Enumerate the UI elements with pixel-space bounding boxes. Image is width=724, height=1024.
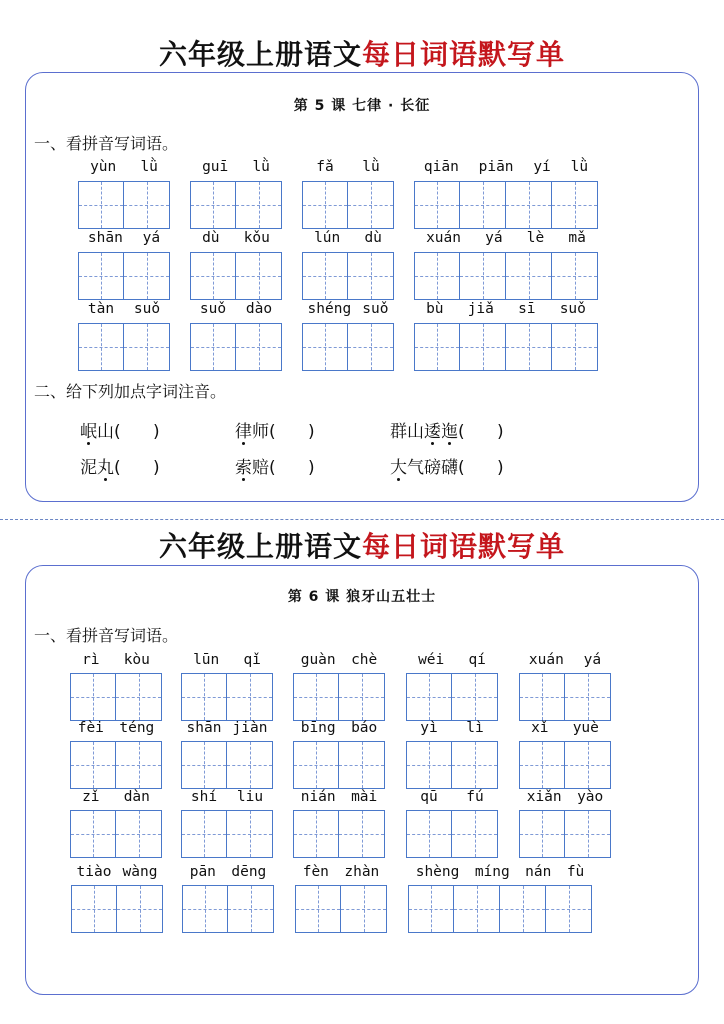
tianzige-cell[interactable] (338, 674, 384, 720)
pinyin-label (70, 652, 162, 668)
sheet2-lesson-title: 第 6 课 狼牙山五壮士 (287, 589, 437, 605)
pinyin-label (519, 720, 611, 736)
zhuyin-item (80, 453, 160, 478)
writing-grid[interactable] (181, 673, 273, 721)
pinyin-syllable: chè (351, 652, 378, 668)
tianzige-cell[interactable] (235, 253, 281, 299)
pinyin-syllable: fèn (302, 864, 329, 880)
dotted-character: 迤 (441, 417, 458, 442)
writing-grid[interactable] (71, 885, 163, 933)
zhuyin-item (235, 453, 315, 478)
pinyin-syllable: dàn (123, 789, 150, 805)
writing-grid[interactable] (414, 323, 598, 371)
pinyin-syllable: shān (87, 230, 123, 246)
pinyin-label (190, 301, 282, 317)
pinyin-syllable: xǐ (531, 720, 549, 736)
pinyin-label (302, 159, 394, 175)
pinyin-label (519, 789, 611, 805)
tianzige-cell[interactable] (226, 742, 272, 788)
answer-blank[interactable]: ( ) (114, 422, 160, 442)
pinyin-syllable: qí (468, 652, 486, 668)
tianzige-cell[interactable] (409, 886, 453, 932)
pinyin-syllable: yì (420, 720, 438, 736)
zhuyin-item (390, 417, 504, 442)
pinyin-word (519, 789, 611, 858)
tianzige-cell[interactable] (407, 742, 451, 788)
tianzige-cell[interactable] (226, 674, 272, 720)
pinyin-label (293, 652, 385, 668)
pinyin-word (414, 301, 598, 371)
writing-grid[interactable] (414, 252, 598, 300)
pinyin-word (519, 720, 611, 789)
tianzige-cell[interactable] (116, 886, 162, 932)
writing-grid[interactable] (70, 810, 162, 858)
writing-grid[interactable] (70, 741, 162, 789)
writing-grid[interactable] (182, 885, 274, 933)
pinyin-label (406, 720, 498, 736)
pinyin-syllable: lǜ (252, 159, 270, 175)
tianzige-cell[interactable] (71, 742, 115, 788)
tianzige-cell[interactable] (191, 182, 235, 228)
sheet-divider (0, 519, 724, 520)
pinyin-word (302, 230, 394, 300)
writing-grid[interactable] (519, 810, 611, 858)
tianzige-cell[interactable] (499, 886, 545, 932)
pinyin-syllable: bīng (300, 720, 336, 736)
sheet1-title-main: 六年级上册语文 (158, 38, 362, 71)
writing-grid[interactable] (302, 252, 394, 300)
dotted-character: 逶 (424, 417, 441, 442)
pinyin-syllable: lì (466, 720, 484, 736)
tianzige-cell[interactable] (451, 674, 497, 720)
writing-grid[interactable] (293, 810, 385, 858)
tianzige-cell[interactable] (182, 674, 226, 720)
tianzige-cell[interactable] (564, 742, 610, 788)
pinyin-word (190, 230, 282, 300)
tianzige-cell[interactable] (123, 253, 169, 299)
pinyin-word (182, 864, 274, 933)
tianzige-cell[interactable] (191, 253, 235, 299)
pinyin-syllable: bù (426, 301, 444, 317)
pinyin-syllable: wàng (122, 864, 158, 880)
pinyin-label (414, 159, 598, 175)
tianzige-cell[interactable] (564, 674, 610, 720)
pinyin-syllable: míng (474, 864, 510, 880)
pinyin-syllable: pān (189, 864, 216, 880)
writing-grid[interactable] (295, 885, 387, 933)
pinyin-label (293, 789, 385, 805)
writing-grid[interactable] (302, 181, 394, 229)
tianzige-cell[interactable] (551, 182, 597, 228)
pinyin-syllable: suǒ (559, 301, 586, 317)
tianzige-cell[interactable] (235, 182, 281, 228)
sheet1-title-highlight: 每日词语默写单 (362, 38, 566, 71)
pinyin-syllable: dù (202, 230, 220, 246)
tianzige-cell[interactable] (303, 253, 347, 299)
tianzige-cell[interactable] (182, 742, 226, 788)
tianzige-cell[interactable] (227, 886, 273, 932)
pinyin-word (408, 864, 592, 933)
pinyin-label (78, 230, 170, 246)
pinyin-label (70, 720, 162, 736)
pinyin-syllable: mài (351, 789, 378, 805)
writing-grid[interactable] (78, 323, 170, 371)
pinyin-syllable: kòu (123, 652, 150, 668)
pinyin-word (78, 159, 170, 229)
pinyin-label (414, 301, 598, 317)
pinyin-syllable: dào (245, 301, 273, 317)
answer-blank[interactable]: ( ) (114, 458, 160, 478)
tianzige-cell[interactable] (182, 811, 226, 857)
pinyin-word (78, 301, 170, 371)
pinyin-syllable: lè (526, 230, 545, 246)
pinyin-word (71, 864, 163, 933)
tianzige-cell[interactable] (294, 811, 338, 857)
pinyin-syllable: yí (533, 159, 551, 175)
tianzige-cell[interactable] (407, 811, 451, 857)
pinyin-syllable: wéi (418, 652, 445, 668)
writing-grid[interactable] (70, 673, 162, 721)
tianzige-cell[interactable] (459, 324, 505, 370)
pinyin-syllable: jiǎ (467, 301, 494, 317)
tianzige-cell[interactable] (79, 253, 123, 299)
pinyin-syllable: lǜ (140, 159, 158, 175)
pinyin-syllable: lǜ (362, 159, 380, 175)
tianzige-cell[interactable] (226, 811, 272, 857)
dotted-character: 岷 (80, 417, 97, 442)
tianzige-cell[interactable] (459, 253, 505, 299)
zhuyin-item (390, 453, 504, 478)
dotted-character: 律 (235, 417, 252, 442)
tianzige-cell[interactable] (520, 674, 564, 720)
writing-grid[interactable] (190, 323, 282, 371)
tianzige-cell[interactable] (71, 674, 115, 720)
tianzige-cell[interactable] (505, 324, 551, 370)
pinyin-syllable: tàn (87, 301, 115, 317)
writing-grid[interactable] (519, 673, 611, 721)
pinyin-word (70, 652, 162, 721)
dotted-character: 丸 (97, 453, 114, 478)
tianzige-cell[interactable] (123, 324, 169, 370)
sheet1-section1-heading: 一、看拼音写词语。 (34, 134, 179, 153)
tianzige-cell[interactable] (415, 253, 459, 299)
sheet1-lesson-title: 第 5 课 七律 · 长征 (293, 98, 431, 114)
pinyin-syllable: suǒ (199, 301, 227, 317)
pinyin-label (295, 864, 387, 880)
pinyin-syllable: dù (364, 230, 382, 246)
word-text: 气磅礴 (407, 458, 458, 478)
pinyin-word (302, 301, 394, 371)
pinyin-syllable: téng (119, 720, 155, 736)
sheet1-title (0, 33, 724, 73)
tianzige-cell[interactable] (79, 182, 123, 228)
pinyin-syllable: zhàn (344, 864, 380, 880)
word-text: 山 (97, 422, 114, 442)
pinyin-label (181, 720, 273, 736)
writing-grid[interactable] (519, 741, 611, 789)
sheet2-title-highlight: 每日词语默写单 (362, 530, 566, 563)
pinyin-syllable: qǐ (243, 652, 261, 668)
pinyin-label (302, 230, 394, 246)
tianzige-cell[interactable] (545, 886, 591, 932)
pinyin-label (78, 301, 170, 317)
pinyin-word (181, 789, 273, 858)
pinyin-word (295, 864, 387, 933)
pinyin-label (406, 789, 498, 805)
tianzige-cell[interactable] (415, 324, 459, 370)
tianzige-cell[interactable] (303, 182, 347, 228)
pinyin-word (293, 720, 385, 789)
tianzige-cell[interactable] (72, 886, 116, 932)
pinyin-label (190, 230, 282, 246)
pinyin-syllable: suǒ (362, 301, 389, 317)
pinyin-word (181, 652, 273, 721)
writing-grid[interactable] (181, 810, 273, 858)
pinyin-word (190, 301, 282, 371)
answer-blank[interactable]: ( ) (458, 422, 504, 442)
pinyin-syllable: dēng (231, 864, 267, 880)
pinyin-label (71, 864, 163, 880)
writing-grid[interactable] (414, 181, 598, 229)
pinyin-label (414, 230, 598, 246)
writing-grid[interactable] (406, 810, 498, 858)
pinyin-syllable: fú (466, 789, 484, 805)
pinyin-syllable: shān (186, 720, 222, 736)
tianzige-cell[interactable] (123, 182, 169, 228)
pinyin-word (190, 159, 282, 229)
pinyin-syllable: qū (420, 789, 438, 805)
tianzige-cell[interactable] (415, 182, 459, 228)
word-text: 师 (252, 422, 269, 442)
pinyin-word (406, 789, 498, 858)
writing-grid[interactable] (190, 181, 282, 229)
pinyin-syllable: rì (82, 652, 100, 668)
pinyin-syllable: jiàn (232, 720, 268, 736)
sheet2-title-main: 六年级上册语文 (158, 530, 362, 563)
pinyin-syllable: shéng (307, 301, 352, 317)
tianzige-cell[interactable] (451, 742, 497, 788)
answer-blank[interactable]: ( ) (458, 458, 504, 478)
pinyin-word (414, 159, 598, 229)
pinyin-word (293, 789, 385, 858)
pinyin-syllable: guī (202, 159, 229, 175)
pinyin-syllable: mǎ (568, 230, 586, 246)
word-text: 赔 (252, 458, 269, 478)
tianzige-cell[interactable] (564, 811, 610, 857)
pinyin-syllable: qiān (423, 159, 459, 175)
pinyin-syllable: yá (142, 230, 161, 246)
tianzige-cell[interactable] (71, 811, 115, 857)
pinyin-syllable: yá (485, 230, 503, 246)
pinyin-word (302, 159, 394, 229)
pinyin-syllable: yuè (572, 720, 599, 736)
pinyin-syllable: fù (566, 864, 585, 880)
zhuyin-item (235, 417, 315, 442)
sheet2-title (0, 525, 724, 565)
pinyin-label (182, 864, 274, 880)
pinyin-label (519, 652, 611, 668)
tianzige-cell[interactable] (453, 886, 499, 932)
tianzige-cell[interactable] (505, 253, 551, 299)
pinyin-label (408, 864, 592, 880)
pinyin-word (406, 652, 498, 721)
pinyin-syllable: yá (583, 652, 602, 668)
answer-blank[interactable]: ( ) (269, 458, 315, 478)
pinyin-syllable: kǒu (243, 230, 270, 246)
tianzige-cell[interactable] (347, 182, 393, 228)
pinyin-word (414, 230, 598, 300)
writing-grid[interactable] (293, 741, 385, 789)
pinyin-syllable: lūn (193, 652, 220, 668)
pinyin-label (293, 720, 385, 736)
dotted-character: 大 (390, 453, 407, 478)
tianzige-cell[interactable] (505, 182, 551, 228)
writing-grid[interactable] (181, 741, 273, 789)
pinyin-syllable: suǒ (133, 301, 161, 317)
pinyin-syllable: liu (236, 789, 264, 805)
tianzige-cell[interactable] (347, 253, 393, 299)
writing-grid[interactable] (408, 885, 592, 933)
tianzige-cell[interactable] (79, 324, 123, 370)
pinyin-syllable: zǐ (82, 789, 100, 805)
tianzige-cell[interactable] (338, 811, 384, 857)
pinyin-syllable: yào (577, 789, 604, 805)
tianzige-cell[interactable] (115, 742, 161, 788)
pinyin-word (70, 720, 162, 789)
pinyin-syllable: xuán (528, 652, 564, 668)
pinyin-word (519, 652, 611, 721)
tianzige-cell[interactable] (459, 182, 505, 228)
pinyin-syllable: nán (525, 864, 552, 880)
sheet1-section2-heading: 二、给下列加点字词注音。 (34, 382, 227, 401)
tianzige-cell[interactable] (520, 811, 564, 857)
tianzige-cell[interactable] (520, 742, 564, 788)
pinyin-word (181, 720, 273, 789)
pinyin-label (181, 652, 273, 668)
pinyin-label (406, 652, 498, 668)
writing-grid[interactable] (293, 673, 385, 721)
pinyin-word (78, 230, 170, 300)
pinyin-syllable: xiǎn (526, 789, 562, 805)
dotted-character: 索 (235, 453, 252, 478)
tianzige-cell[interactable] (235, 324, 281, 370)
pinyin-word (70, 789, 162, 858)
word-text: 群山 (390, 422, 424, 442)
tianzige-cell[interactable] (407, 674, 451, 720)
tianzige-cell[interactable] (296, 886, 340, 932)
tianzige-cell[interactable] (347, 324, 393, 370)
tianzige-cell[interactable] (191, 324, 235, 370)
pinyin-syllable: shèng (415, 864, 460, 880)
tianzige-cell[interactable] (115, 811, 161, 857)
sheet2-section1-heading: 一、看拼音写词语。 (34, 626, 179, 645)
pinyin-syllable: shí (190, 789, 218, 805)
tianzige-cell[interactable] (294, 742, 338, 788)
pinyin-word (293, 652, 385, 721)
zhuyin-item (80, 417, 160, 442)
pinyin-syllable: guàn (300, 652, 336, 668)
pinyin-syllable: yùn (90, 159, 117, 175)
pinyin-syllable: fǎ (316, 159, 334, 175)
tianzige-cell[interactable] (451, 811, 497, 857)
pinyin-syllable: tiào (76, 864, 112, 880)
writing-grid[interactable] (78, 181, 170, 229)
pinyin-syllable: sī (518, 301, 536, 317)
writing-grid[interactable] (190, 252, 282, 300)
pinyin-syllable: báo (351, 720, 378, 736)
writing-grid[interactable] (302, 323, 394, 371)
pinyin-label (190, 159, 282, 175)
pinyin-word (406, 720, 498, 789)
tianzige-cell[interactable] (340, 886, 386, 932)
pinyin-syllable: nián (300, 789, 336, 805)
tianzige-cell[interactable] (303, 324, 347, 370)
pinyin-label (70, 789, 162, 805)
writing-grid[interactable] (406, 673, 498, 721)
pinyin-syllable: lún (314, 230, 341, 246)
tianzige-cell[interactable] (183, 886, 227, 932)
pinyin-label (302, 301, 394, 317)
writing-grid[interactable] (406, 741, 498, 789)
pinyin-syllable: fèi (77, 720, 104, 736)
tianzige-cell[interactable] (115, 674, 161, 720)
pinyin-label (181, 789, 273, 805)
answer-blank[interactable]: ( ) (269, 422, 315, 442)
pinyin-syllable: lǜ (570, 159, 589, 175)
pinyin-label (78, 159, 170, 175)
word-text: 泥 (80, 458, 97, 478)
tianzige-cell[interactable] (551, 324, 597, 370)
tianzige-cell[interactable] (338, 742, 384, 788)
writing-grid[interactable] (78, 252, 170, 300)
tianzige-cell[interactable] (551, 253, 597, 299)
pinyin-syllable: xuán (426, 230, 461, 246)
pinyin-syllable: piān (478, 159, 514, 175)
tianzige-cell[interactable] (294, 674, 338, 720)
